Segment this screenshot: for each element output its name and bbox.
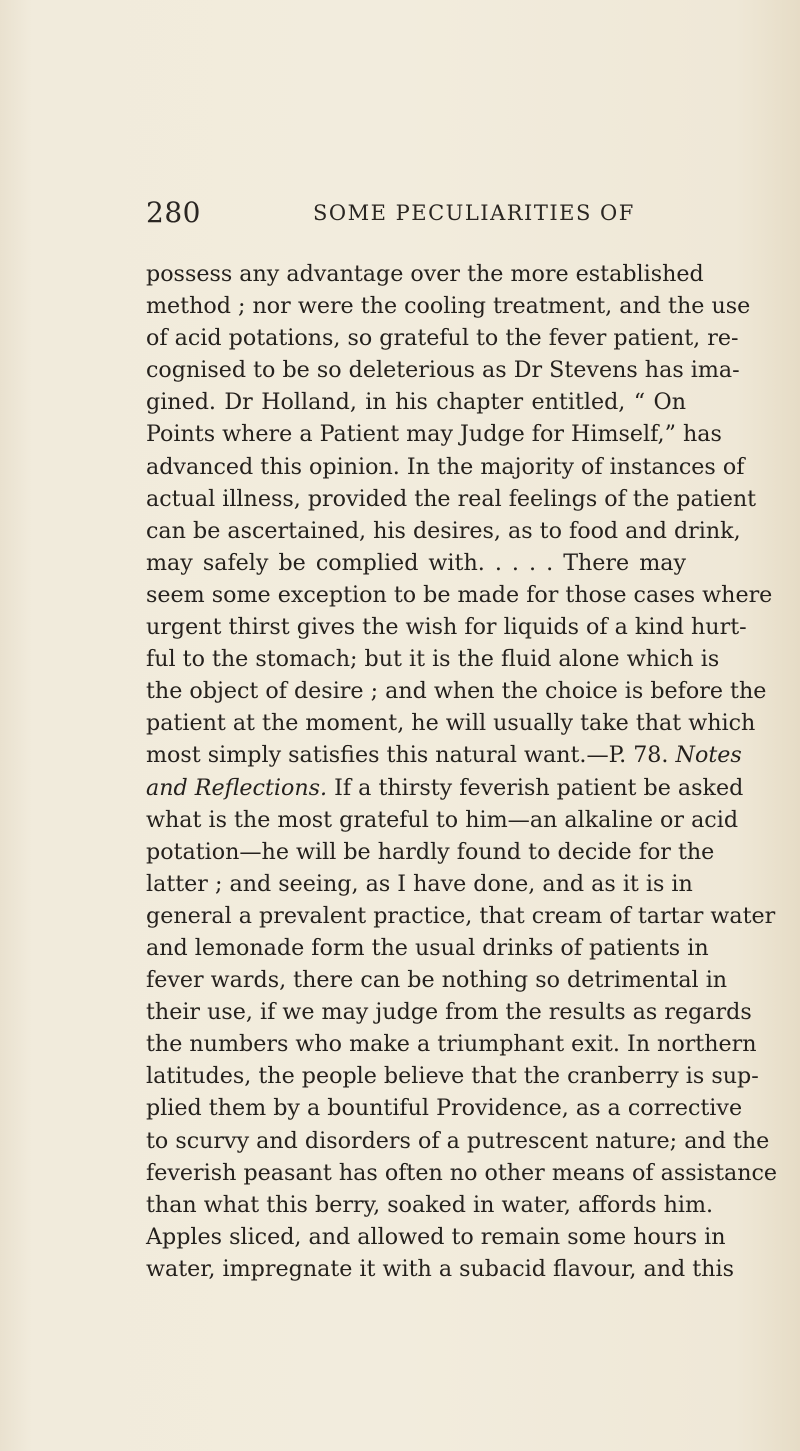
- text-line-10: may safely be complied with. . . . . There may: [146, 549, 686, 576]
- text-line-17: [146, 772, 744, 804]
- text-line-17-rest: If a thirsty feverish patient be asked: [334, 774, 744, 801]
- italic-reflections: and Reflections.: [146, 774, 328, 801]
- text-line-16-main: most simply satisfies this natural want.—P. 78.: [146, 742, 669, 769]
- text-line-19: potation—he will be hardly found to decide for the: [146, 838, 715, 865]
- text-line-4: cognised to be so deleterious as Dr Stevens has ima-: [146, 357, 740, 384]
- page-header: [146, 196, 706, 236]
- text-line-7: advanced this opinion. In the majority of instances of: [146, 453, 745, 480]
- text-line-22: and lemonade form the usual drinks of patients in: [146, 934, 709, 961]
- text-line-15: patient at the moment, he will usually take that which: [146, 710, 756, 737]
- text-line-23: fever wards, there can be nothing so detrimental in: [146, 967, 728, 994]
- text-line-6: Points where a Patient may Judge for Himself,” has: [146, 421, 722, 448]
- text-line-29: feverish peasant has often no other means of assistance: [146, 1159, 778, 1186]
- text-line-31: Apples sliced, and allowed to remain some hours in: [146, 1223, 726, 1250]
- text-line-20: latter ; and seeing, as I have done, and as it is in: [146, 870, 693, 897]
- page-number: 280: [146, 196, 201, 229]
- text-line-13: ful to the stomach; but it is the fluid alone which is: [146, 646, 720, 673]
- text-line-32: water, impregnate it with a subacid flavour, and this: [146, 1255, 734, 1282]
- text-line-16: [146, 739, 742, 771]
- text-line-11: seem some exception to be made for those cases where: [146, 581, 773, 608]
- text-line-21: general a prevalent practice, that cream of tartar water: [146, 902, 776, 929]
- text-line-26: latitudes, the people believe that the cranberry is sup-: [146, 1063, 759, 1090]
- text-line-24: their use, if we may judge from the results as regards: [146, 999, 752, 1026]
- text-line-25: the numbers who make a triumphant exit. In northern: [146, 1031, 757, 1058]
- italic-notes: Notes: [675, 742, 742, 769]
- text-line-14: the object of desire ; and when the choice is before the: [146, 678, 767, 705]
- text-line-5: gined. Dr Holland, in his chapter entitled, “ On: [146, 389, 686, 416]
- text-line-12: urgent thirst gives the wish for liquids of a kind hurt-: [146, 614, 747, 641]
- text-line-27: plied them by a bountiful Providence, as a corrective: [146, 1095, 743, 1122]
- text-line-18: what is the most grateful to him—an alkaline or acid: [146, 806, 739, 833]
- text-line-2: method ; nor were the cooling treatment, and the use: [146, 293, 751, 320]
- text-line-1: possess any advantage over the more established: [146, 261, 704, 287]
- text-line-8: actual illness, provided the real feelings of the patient: [146, 485, 757, 512]
- text-line-30: than what this berry, soaked in water, affords him.: [146, 1191, 714, 1218]
- text-line-3: of acid potations, so grateful to the fever patient, re-: [146, 325, 739, 352]
- body-text: [146, 258, 778, 1285]
- text-line-28: to scurvy and disorders of a putrescent nature; and the: [146, 1127, 770, 1154]
- text-line-9: can be ascertained, his desires, as to food and drink,: [146, 517, 741, 544]
- running-head: SOME PECULIARITIES OF: [313, 201, 635, 225]
